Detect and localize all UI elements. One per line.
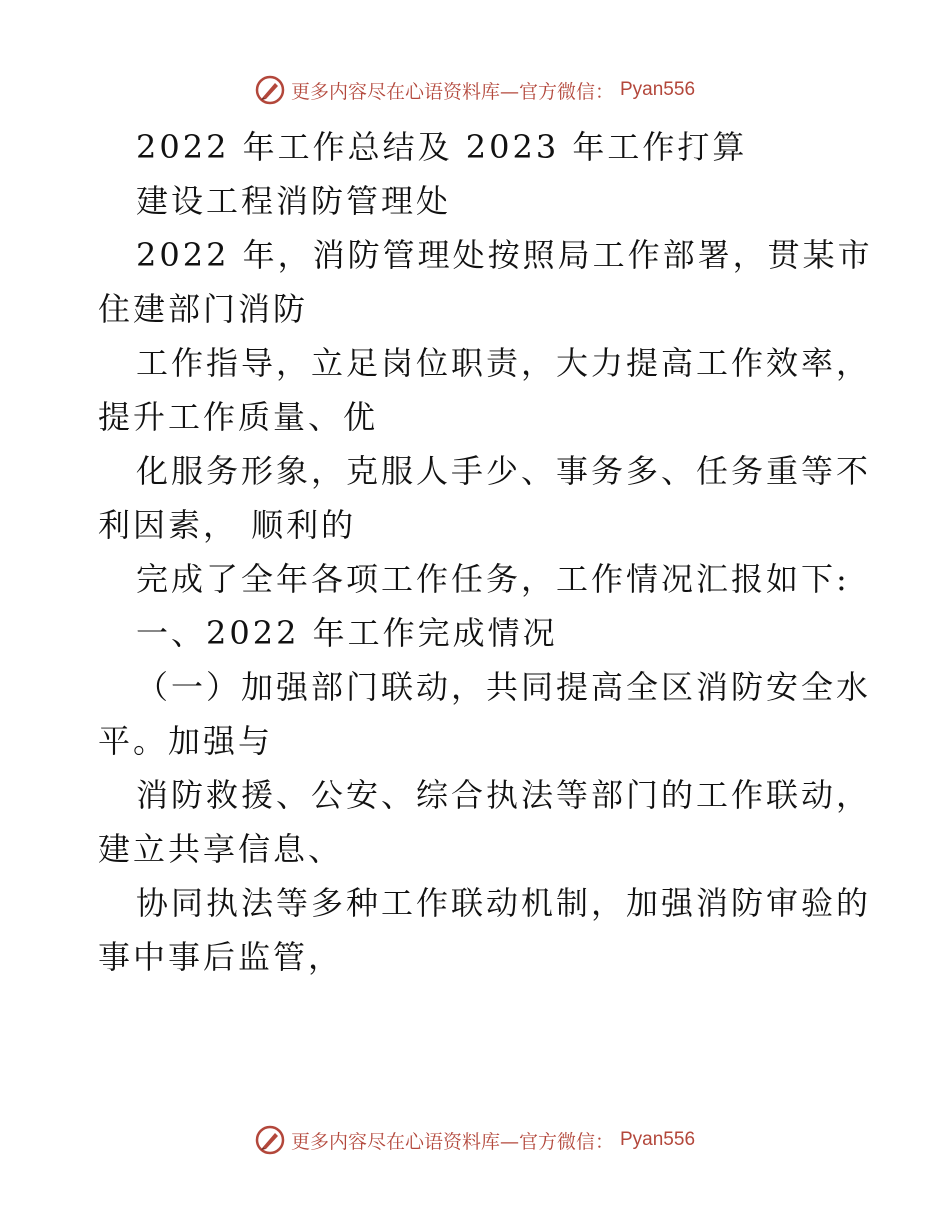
doc-line: 利因素， 顺利的 xyxy=(98,506,357,544)
doc-line: 消防救援、公安、综合执法等部门的工作联动， xyxy=(136,776,872,814)
doc-line: 住建部门消防 xyxy=(98,290,309,328)
doc-line: 完成了全年各项工作任务，工作情况汇报如下: xyxy=(136,560,850,598)
doc-line: 工作指导，立足岗位职责，大力提高工作效率， xyxy=(136,344,872,382)
doc-line: 2022 年，消防管理处按照局工作部署，贯某市 xyxy=(136,236,873,274)
doc-line: 平。加强与 xyxy=(98,722,274,760)
section-heading: 一、2022 年工作完成情况 xyxy=(136,614,558,652)
document-body xyxy=(98,120,873,984)
doc-line: 建立共享信息、 xyxy=(98,830,344,868)
pen-logo-icon xyxy=(255,1125,285,1155)
footer-watermark xyxy=(0,1122,950,1158)
watermark-text: 更多内容尽在心语资料库—官方微信： xyxy=(290,80,614,103)
watermark-handle: Pyan556 xyxy=(620,1129,696,1150)
watermark-handle: Pyan556 xyxy=(620,79,696,100)
doc-line: 事中事后监管， xyxy=(98,938,344,976)
doc-line: 协同执法等多种工作联动机制，加强消防审验的 xyxy=(136,884,872,922)
header-watermark xyxy=(0,72,950,108)
doc-line: 提升工作质量、优 xyxy=(98,398,379,436)
watermark-text: 更多内容尽在心语资料库—官方微信： xyxy=(290,1130,614,1153)
subsection-heading: （一）加强部门联动，共同提高全区消防安全水 xyxy=(136,668,872,706)
doc-department-line: 建设工程消防管理处 xyxy=(136,182,452,220)
pen-logo-icon xyxy=(255,75,285,105)
doc-line: 化服务形象，克服人手少、事务多、任务重等不 xyxy=(136,452,872,490)
doc-title-line: 2022 年工作总结及 2023 年工作打算 xyxy=(136,128,748,166)
